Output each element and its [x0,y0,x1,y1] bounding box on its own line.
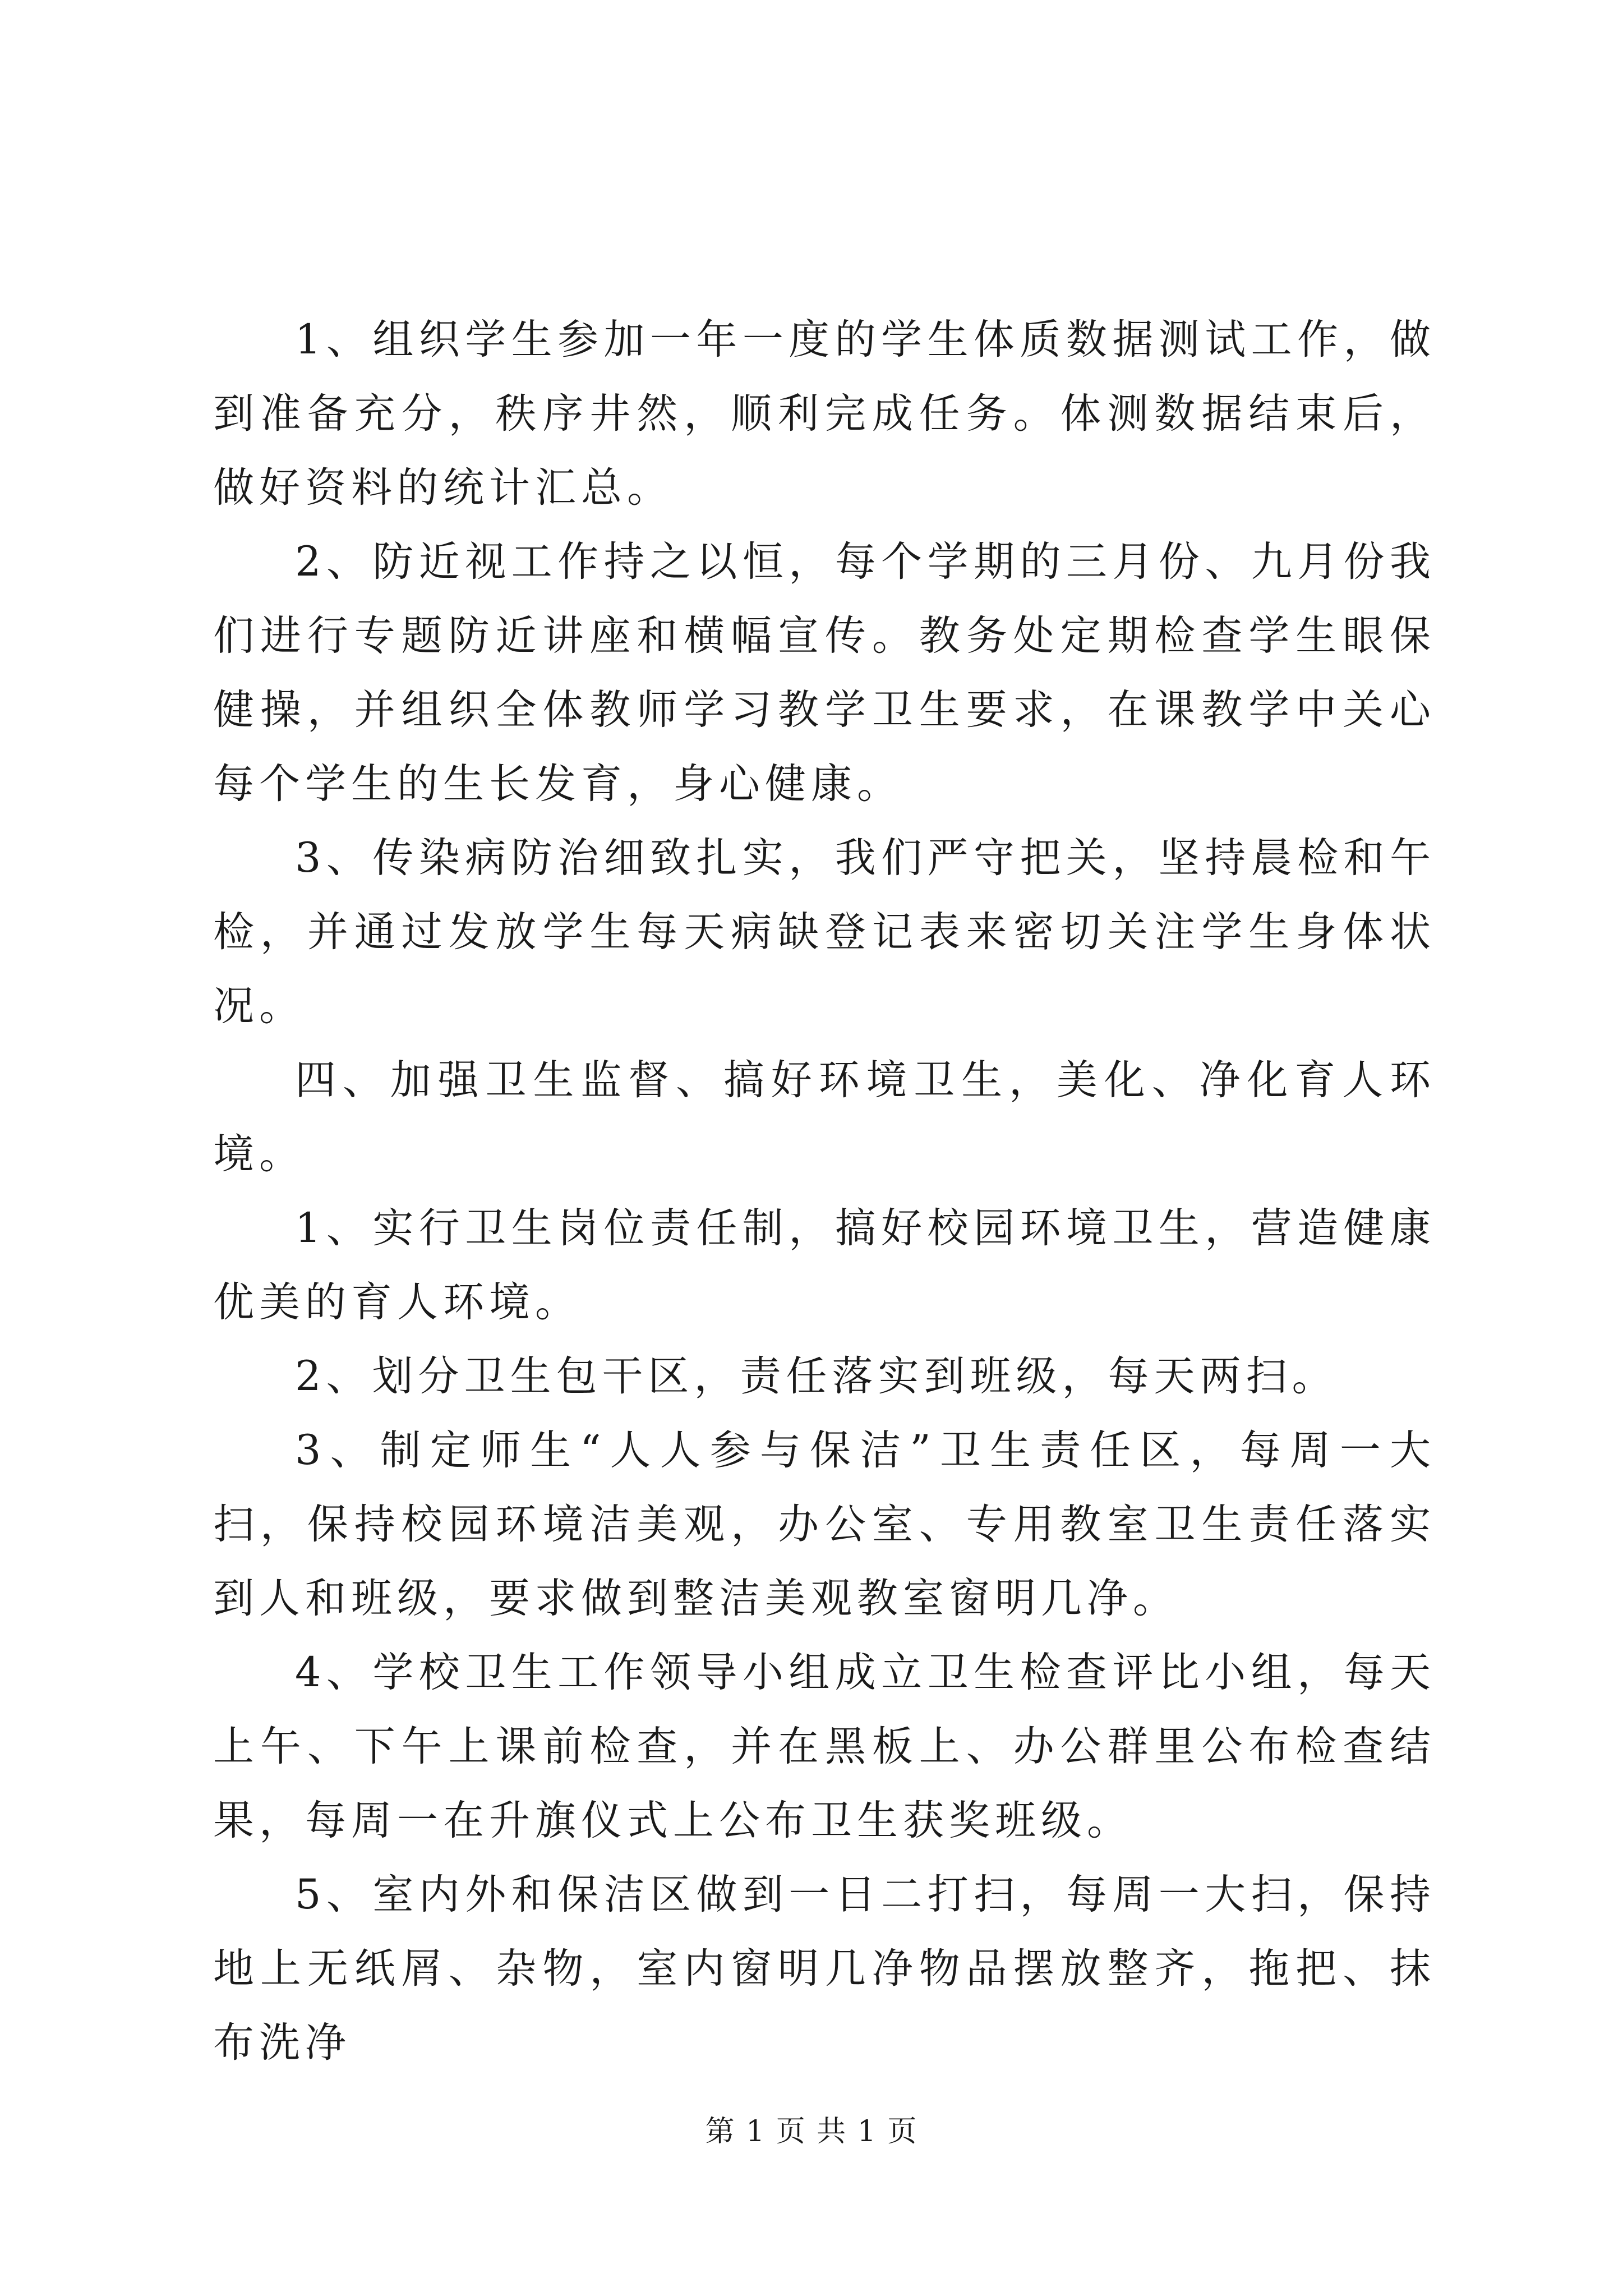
paragraph-1: 1、组织学生参加一年一度的学生体质数据测试工作，做到准备充分，秩序井然，顺利完成任务。体测数据结束后，做好资料的统计汇总。 [213,316,1436,512]
paragraph-4: 1、实行卫生岗位责任制，搞好校园环境卫生，营造健康优美的育人环境。 [213,1204,1436,1326]
paragraph-2: 2、防近视工作持之以恒，每个学期的三月份、九月份我们进行专题防近讲座和横幅宣传。教务处定期检查学生眼保健操，并组织全体教师学习教学卫生要求，在课教学中关心每个学生的生长发育，身心健康。 [213,538,1436,808]
page-footer: 第 1 页 共 1 页 [705,2115,918,2148]
paragraph-7: 4、学校卫生工作领导小组成立卫生检查评比小组，每天上午、下午上课前检查，并在黑板上、办公群里公布检查结果，每周一在升旗仪式上公布卫生获奖班级。 [213,1649,1436,1844]
document-body [213,303,1436,2080]
paragraph-8: 5、室内外和保洁区做到一日二打扫，每周一大扫，保持地上无纸屑、杂物，室内窗明几净物品摆放整齐，拖把、抹布洗净 [213,1871,1436,2067]
paragraph-6: 3、制定师生“人人参与保洁”卫生责任区，每周一大扫，保持校园环境洁美观，办公室、专用教室卫生责任落实到人和班级，要求做到整洁美观教室窗明几净。 [213,1427,1436,1622]
section-heading: 四、加强卫生监督、搞好环境卫生，美化、净化育人环境。 [213,1056,1436,1178]
paragraph-3: 3、传染病防治细致扎实，我们严守把关，坚持晨检和午检，并通过发放学生每天病缺登记表来密切关注学生身体状况。 [213,834,1436,1030]
paragraph-5: 2、划分卫生包干区，责任落实到班级，每天两扫。 [295,1352,1338,1400]
